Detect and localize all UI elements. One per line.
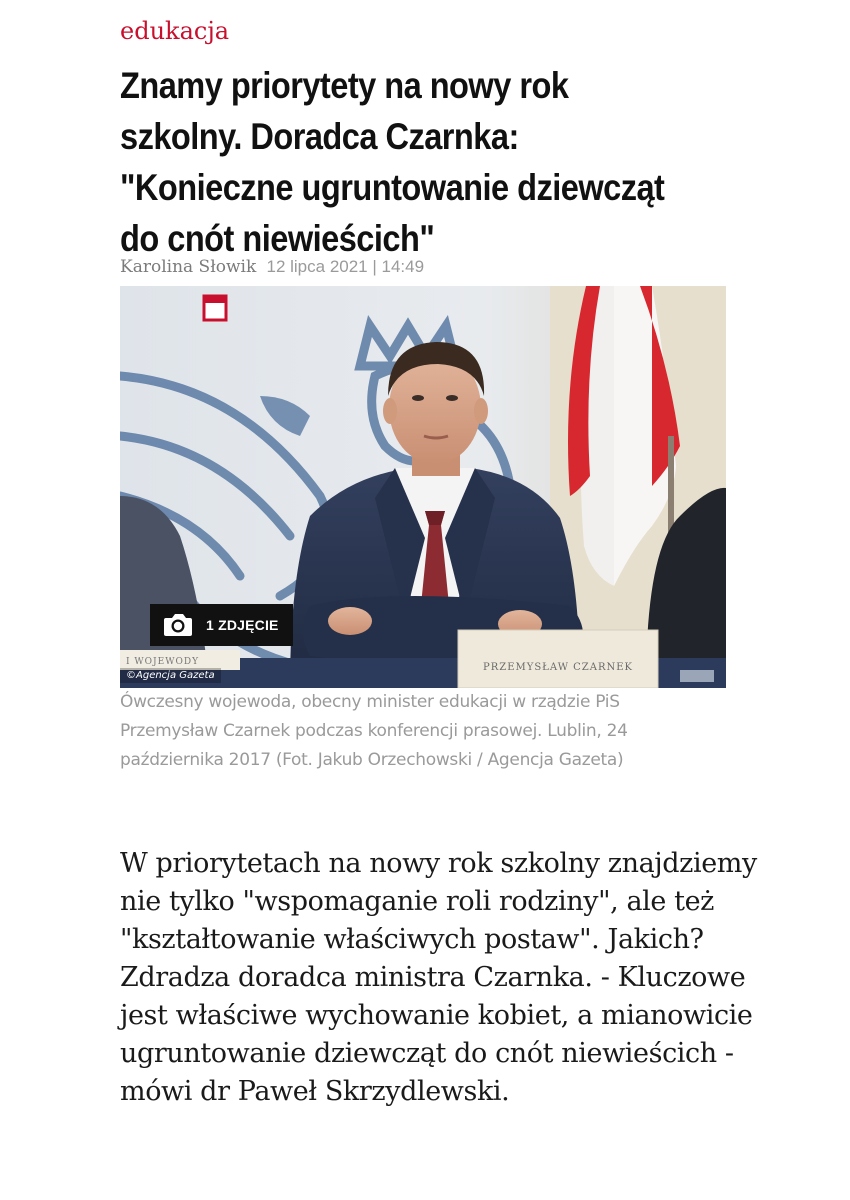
article-photo[interactable]	[120, 286, 726, 688]
svg-text:I WOJEWODY: I WOJEWODY	[126, 657, 200, 667]
nameplate-left	[120, 650, 240, 670]
category-link[interactable]: edukacja	[120, 17, 230, 45]
photo-caption: Ówczesny wojewoda, obecny minister edukacji w rządzie PiS Przemysław Czarnek podczas konferencji prasowej. Lublin, 24 października 2017 (Fot. Jakub Orzechowski / Agencja Gazeta)	[120, 692, 628, 770]
publish-date: 12 lipca 2021 | 14:49	[266, 257, 425, 276]
byline	[120, 255, 424, 279]
photo-gallery-button[interactable]	[150, 604, 293, 646]
author-link[interactable]: Karolina Słowik	[120, 257, 257, 277]
camera-icon	[162, 612, 194, 638]
gallery-count-label: 1 ZDJĘCIE	[206, 617, 279, 633]
article-headline: Znamy priorytety na nowy rok szkolny. Doradca Czarnka: "Konieczne ugruntowanie dziewcząt do cnót niewieścich"	[120, 65, 665, 259]
photo-credit-watermark: ©Agencja Gazeta	[120, 668, 221, 683]
article-lead: W priorytetach na nowy rok szkolny znajdziemy nie tylko "wspomaganie roli rodziny", ale też "kształtowanie właściwych postaw". Jakich? Zdradza doradca ministra Czarnka. - Kluczowe jest właściwe wychowanie kobiet, a mianowicie ugruntowanie dziewcząt do cnót niewieścich - mówi dr Paweł Skrzydlewski.	[120, 848, 757, 1107]
nameplate-right	[458, 630, 658, 688]
svg-text:PRZEMYSŁAW CZARNEK: PRZEMYSŁAW CZARNEK	[482, 662, 634, 673]
